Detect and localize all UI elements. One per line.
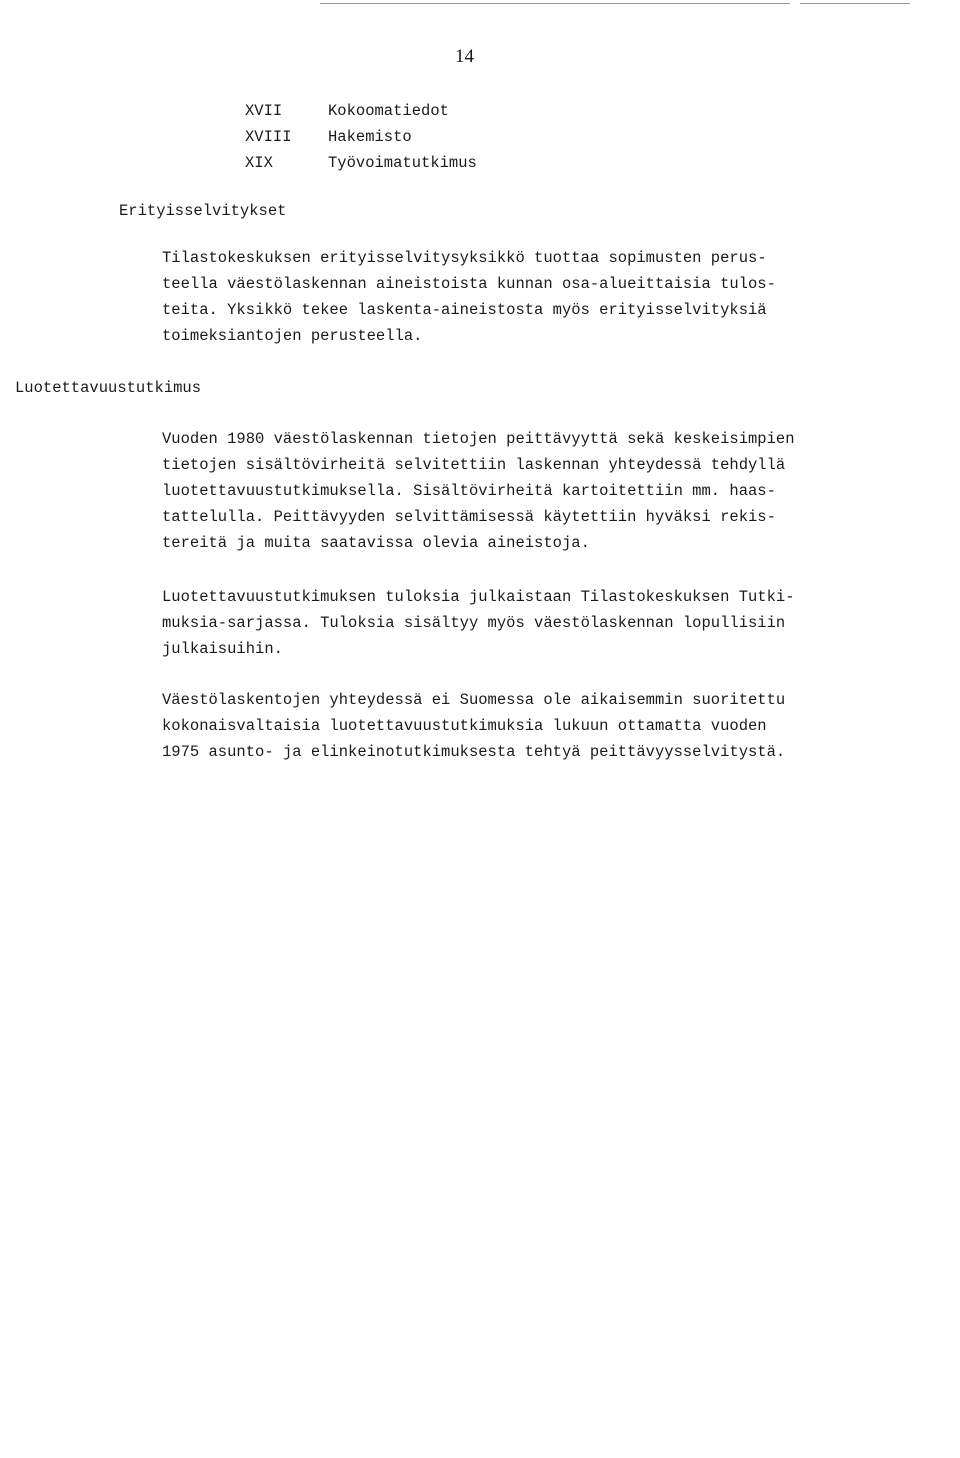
- scan-artifact: [320, 3, 790, 4]
- paragraph-luotettavuus-3: [162, 687, 872, 765]
- text-line: muksia-sarjassa. Tuloksia sisältyy myös väestölaskennan lopullisiin: [162, 614, 786, 632]
- toc-row: [245, 150, 477, 176]
- toc-numeral: XVIII: [245, 128, 292, 146]
- toc-numeral: XIX: [245, 154, 273, 172]
- toc-title: Työvoimatutkimus: [328, 154, 477, 172]
- toc-numeral: XVII: [245, 102, 283, 120]
- text-line: julkaisuihin.: [162, 640, 283, 658]
- section-heading-luotettavuustutkimus: Luotettavuustutkimus: [15, 379, 202, 397]
- paragraph-erityisselvitykset: [162, 245, 872, 349]
- text-line: kokonaisvaltaisia luotettavuustutkimuksia lukuun ottamatta vuoden: [162, 717, 767, 735]
- toc-list: [245, 98, 477, 176]
- text-line: Väestölaskentojen yhteydessä ei Suomessa ole aikaisemmin suoritettu: [162, 691, 786, 709]
- text-line: tereitä ja muita saatavissa olevia aineistoja.: [162, 534, 590, 552]
- scan-artifact: [800, 3, 910, 4]
- toc-title: Kokoomatiedot: [328, 102, 449, 120]
- text-line: luotettavuustutkimuksella. Sisältövirheitä kartoitettiin mm. haas-: [162, 482, 776, 500]
- text-line: toimeksiantojen perusteella.: [162, 327, 423, 345]
- toc-row: [245, 124, 477, 150]
- paragraph-luotettavuus-1: [162, 426, 872, 556]
- toc-title: Hakemisto: [328, 128, 412, 146]
- text-line: teita. Yksikkö tekee laskenta-aineistosta myös erityisselvityksiä: [162, 301, 767, 319]
- text-line: tattelulla. Peittävyyden selvittämisessä käytettiin hyväksi rekis-: [162, 508, 776, 526]
- paragraph-luotettavuus-2: [162, 584, 872, 662]
- text-line: Vuoden 1980 väestölaskennan tietojen peittävyyttä sekä keskeisimpien: [162, 430, 795, 448]
- text-line: Tilastokeskuksen erityisselvitysyksikkö tuottaa sopimusten perus-: [162, 249, 767, 267]
- section-heading-erityisselvitykset: Erityisselvitykset: [119, 202, 287, 220]
- page-number: 14: [455, 46, 474, 67]
- toc-row: [245, 98, 477, 124]
- text-line: Luotettavuustutkimuksen tuloksia julkaistaan Tilastokeskuksen Tutki-: [162, 588, 795, 606]
- text-line: 1975 asunto- ja elinkeinotutkimuksesta tehtyä peittävyysselvitystä.: [162, 743, 786, 761]
- text-line: tietojen sisältövirheitä selvitettiin laskennan yhteydessä tehdyllä: [162, 456, 786, 474]
- text-line: teella väestölaskennan aineistoista kunnan osa-alueittaisia tulos-: [162, 275, 776, 293]
